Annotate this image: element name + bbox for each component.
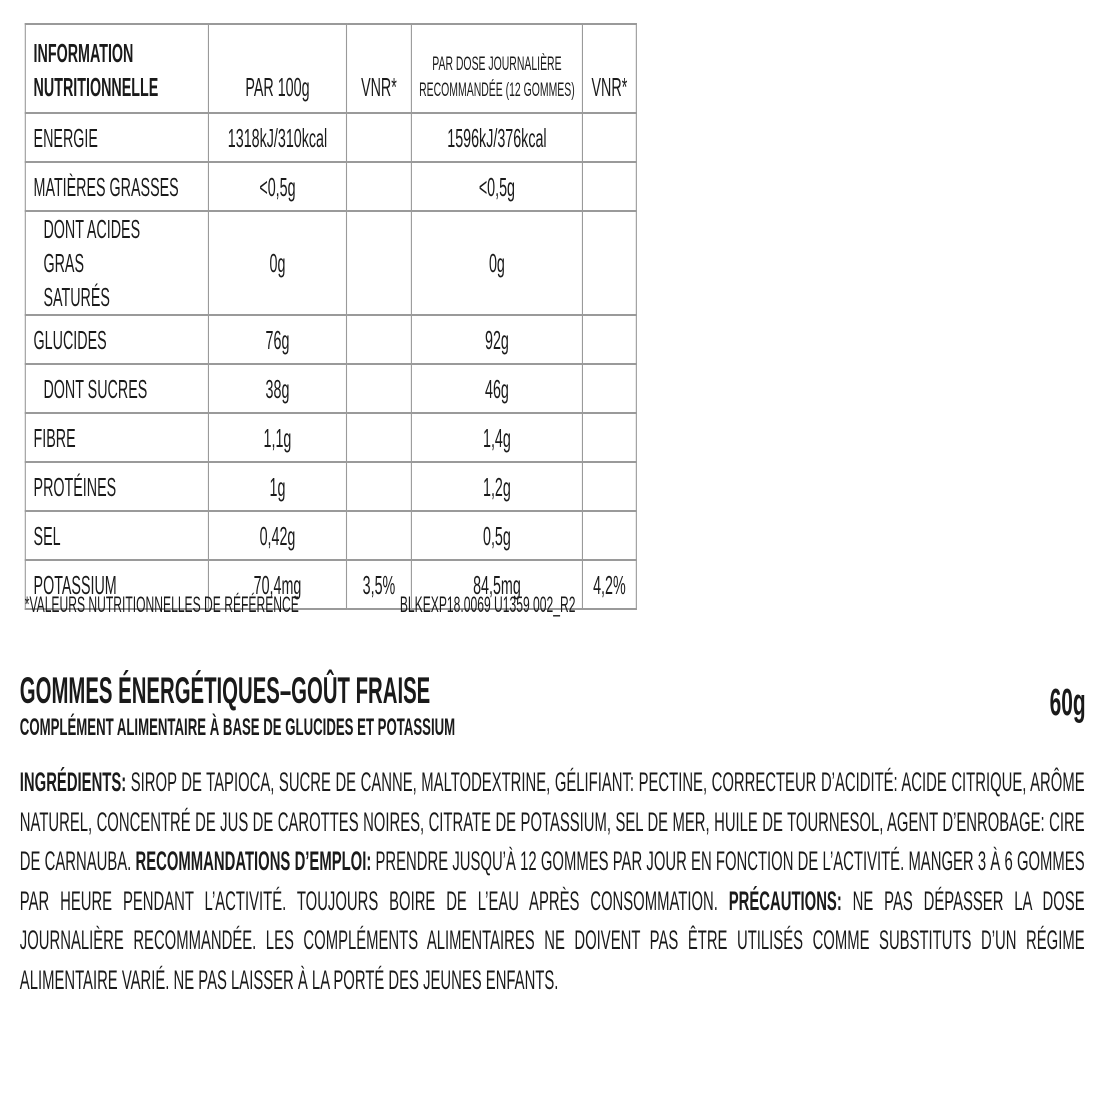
header-per-dose: PAR DOSE JOURNALIÈRE RECOMMANDÉE (12 GOMMES) [411, 24, 582, 113]
nutrient-value [347, 211, 412, 315]
nutrient-value: 76g [208, 315, 346, 364]
nutrient-value [582, 113, 636, 162]
product-title: GOMMES ÉNERGÉTIQUES–GOÛT FRAISE [19, 670, 431, 711]
nutrient-value [582, 511, 636, 560]
nutrient-value: 1g [208, 462, 346, 511]
nutrient-value: 0g [208, 211, 346, 315]
header-information: INFORMATION NUTRITIONNELLE [25, 24, 208, 113]
usage-label: RECOMMANDATIONS D’EMPLOI: [135, 846, 372, 876]
table-header-row [25, 24, 636, 113]
nutrient-value: 92g [411, 315, 582, 364]
precautions-label: PRÉCAUTIONS: [728, 885, 842, 916]
table-row [25, 364, 636, 413]
header-per-100g: PAR 100g [208, 24, 346, 113]
precautions-text: NE PAS DÉPASSER LA DOSE JOURNALIÈRE RECOMMANDÉE. LES COMPLÉMENTS ALIMENTAIRES NE DOIVENT PAS ÊTRE UTILISÉS COMME SUBSTITUTS D’UN RÉGIME ALIMENTAIRE VARIÉ. NE PAS LAISSER À LA PORTÉ DES JEUNES ENFANTS. [19, 885, 1085, 995]
nutrient-value [347, 511, 412, 560]
nutrient-value: 1596kJ/376kcal [411, 113, 582, 162]
nutrient-value: 38g [208, 364, 346, 413]
nutrient-value [582, 413, 636, 462]
product-code: BLKEXP18.0069 U1359 002_R2 [399, 592, 576, 617]
table-row [25, 462, 636, 511]
nutrient-name: MATIÈRES GRASSES [25, 162, 208, 211]
nutrient-value [347, 364, 412, 413]
nutrient-value: 0g [411, 211, 582, 315]
header-vnr: VNR* [347, 24, 412, 113]
ingredients-label: INGRÉDIENTS: [19, 767, 127, 797]
nutrient-value: 1,2g [411, 462, 582, 511]
nutrient-name: SEL [25, 511, 208, 560]
nutrient-value [347, 413, 412, 462]
nutrient-value [347, 162, 412, 211]
nutrient-value: 1,4g [411, 413, 582, 462]
nutrient-value [347, 315, 412, 364]
product-subtitle: COMPLÉMENT ALIMENTAIRE À BASE DE GLUCIDES ET POTASSIUM [19, 714, 456, 741]
nutrient-name: PROTÉINES [25, 462, 208, 511]
nutrient-name: GLUCIDES [25, 315, 208, 364]
nutrient-name: ENERGIE [25, 113, 208, 162]
nutrient-value: 3,5% [347, 560, 412, 609]
nutrient-value [582, 462, 636, 511]
ingredients-paragraph [20, 763, 1085, 1000]
nutrient-value: 1318kJ/310kcal [208, 113, 346, 162]
ingredients-text: SIROP DE TAPIOCA, SUCRE DE CANNE, MALTODEXTRINE, GÉLIFIANT: PECTINE, CORRECTEUR D’ACIDITÉ: ACIDE CITRIQUE, ARÔME NATUREL, CONCENTRÉ DE JUS DE CAROTTES NOIRES, CITRATE DE POTASSIUM, SEL DE MER, HUILE DE TOURNESOL, AGENT D’ENROBAGE: CIRE DE CARNAUBA. [19, 767, 1085, 876]
nutrient-value: 0,5g [411, 511, 582, 560]
footnote: *VALEURS NUTRITIONNELLES DE RÉFÉRENCE [24, 592, 299, 617]
nutrient-name: DONT SUCRES [25, 364, 208, 413]
nutrient-value: 1,1g [208, 413, 346, 462]
nutrient-value: <0,5g [411, 162, 582, 211]
nutrition-table [25, 23, 637, 610]
nutrient-value: 46g [411, 364, 582, 413]
nutrient-value: 4,2% [582, 560, 636, 609]
nutrient-value [582, 211, 636, 315]
nutrient-value [347, 462, 412, 511]
table-row [25, 413, 636, 462]
nutrient-name: POTASSIUM [25, 560, 208, 609]
nutrient-name: DONT ACIDES GRAS SATURÉS [25, 211, 208, 315]
nutrient-value: <0,5g [208, 162, 346, 211]
nutrient-value: 0,42g [208, 511, 346, 560]
usage-text: PRENDRE JUSQU’À 12 GOMMES PAR JOUR EN FONCTION DE L’ACTIVITÉ. MANGER 3 À 6 GOMMES PAR HEURE PENDANT L’ACTIVITÉ. TOUJOURS BOIRE DE L’EAU APRÈS CONSOMMATION. [19, 846, 1085, 916]
header-vnr-dose: VNR* [582, 24, 636, 113]
product-weight: 60g [1049, 682, 1086, 724]
nutrient-value [582, 364, 636, 413]
table-row [25, 211, 636, 315]
table-row [25, 113, 636, 162]
nutrient-value: 70,4mg [208, 560, 346, 609]
nutrient-value [582, 315, 636, 364]
nutrient-name: FIBRE [25, 413, 208, 462]
nutrient-value: 84,5mg [411, 560, 582, 609]
nutrient-value [582, 162, 636, 211]
table-row [25, 162, 636, 211]
table-row [25, 315, 636, 364]
nutrient-value [347, 113, 412, 162]
table-row [25, 511, 636, 560]
